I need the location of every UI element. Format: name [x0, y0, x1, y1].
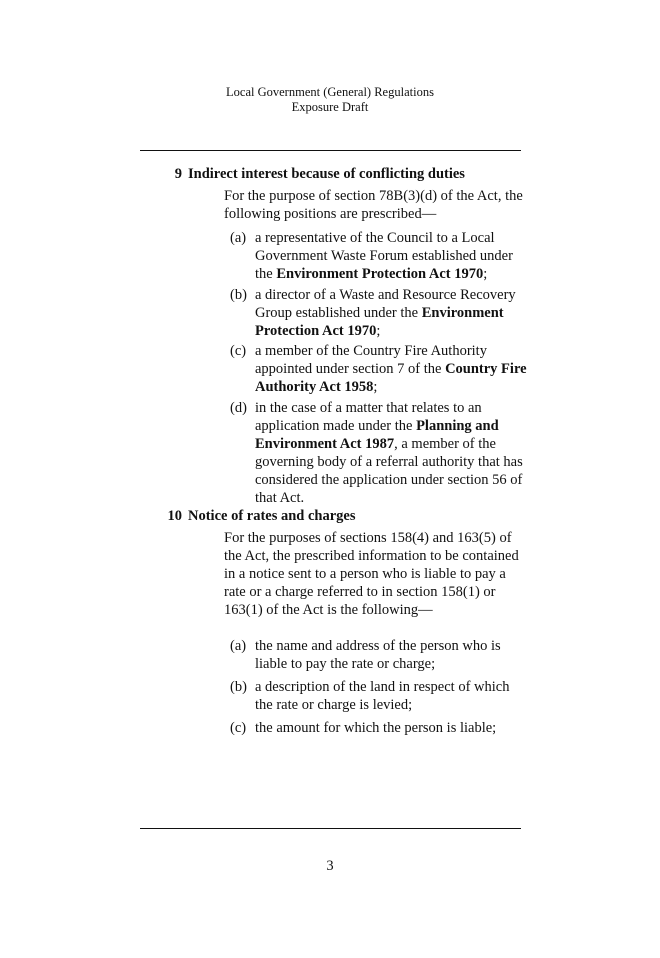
act-name: Planning and Environment Act 1987	[255, 418, 499, 452]
item-label: (a)	[230, 230, 247, 246]
item-text-post: , a member of the governing body of a referral authority that has considered the application under section 56 of that Act.	[255, 436, 523, 506]
section-10-intro: For the purposes of sections 158(4) and 163(5) of the Act, the prescribed information to be contained in a notice sent to a person who is liable to pay a rate or a charge referred to in section 158(1) or 163(1) of the Act is the following—	[224, 530, 519, 618]
footer-rule	[140, 828, 521, 829]
item-text-post: ;	[376, 323, 381, 339]
item-text	[255, 229, 530, 283]
item-text: the amount for which the person is liable;	[255, 720, 497, 736]
header-rule	[140, 150, 521, 151]
item-label: (b)	[230, 287, 247, 303]
item-label: (d)	[230, 400, 247, 416]
act-name: Country Fire Authority Act 1958	[255, 361, 527, 395]
item-text-pre: a representative of the Council to a Local Government Waste Forum established under the	[255, 230, 513, 282]
item-text-pre: a member of the Country Fire Authority appointed under section 7 of the	[255, 343, 487, 377]
act-name: Environment Protection Act 1970	[276, 266, 484, 282]
section-10-heading	[140, 507, 356, 525]
item-label: (c)	[230, 343, 247, 359]
section-number: 9	[174, 166, 182, 182]
item-text-post: ;	[373, 379, 378, 395]
section-9-intro: For the purpose of section 78B(3)(d) of the Act, the following positions are prescribed—	[224, 188, 523, 222]
item-text-pre: in the case of a matter that relates to an application made under the	[255, 400, 482, 434]
act-name: Environment Protection Act 1970	[255, 305, 504, 339]
item-text: the name and address of the person who is liable to pay the rate or charge;	[255, 638, 501, 672]
item-text	[255, 342, 530, 396]
item-text-pre: a director of a Waste and Resource Recovery Group established under the	[255, 287, 516, 321]
page-number: 3	[326, 858, 334, 874]
item-label: (c)	[230, 720, 247, 736]
item-label: (b)	[230, 679, 247, 695]
section-title: Notice of rates and charges	[188, 508, 356, 524]
header-subtitle: Exposure Draft	[291, 100, 369, 114]
running-header	[0, 85, 660, 115]
section-9-heading	[140, 165, 465, 183]
item-label: (a)	[230, 638, 247, 654]
header-title: Local Government (General) Regulations	[226, 85, 434, 99]
section-title: Indirect interest because of conflicting duties	[188, 166, 465, 182]
item-text: a description of the land in respect of which the rate or charge is levied;	[255, 679, 510, 713]
item-text-post: ;	[483, 266, 488, 282]
item-text	[255, 286, 530, 340]
item-text	[255, 399, 530, 507]
section-number: 10	[167, 508, 182, 524]
